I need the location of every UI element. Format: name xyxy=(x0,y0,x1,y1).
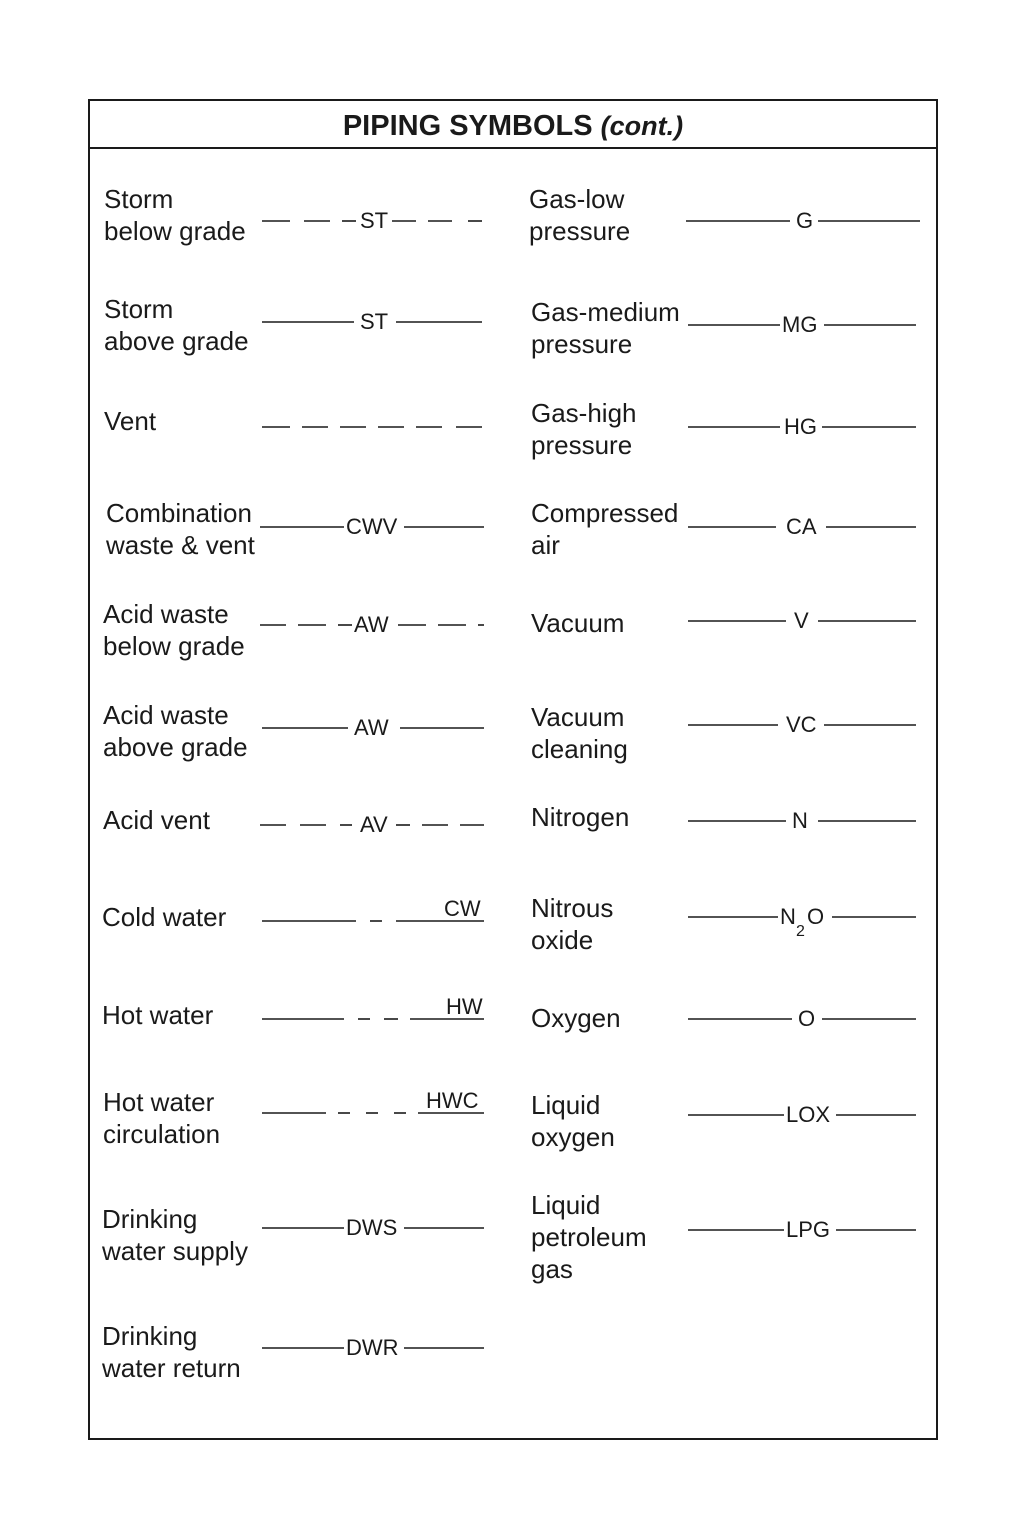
symbol-label-liquid-oxygen: Liquid oxygen xyxy=(531,1090,615,1152)
gas-medium-pressure-symbol xyxy=(688,310,920,340)
table-subtitle: (cont.) xyxy=(600,111,684,141)
hot-water-circulation-symbol xyxy=(262,1087,488,1123)
drinking-water-return-symbol xyxy=(262,1333,488,1363)
liquid-oxygen-symbol xyxy=(688,1100,920,1130)
symbol-table xyxy=(88,99,938,1440)
table-title: PIPING SYMBOLS xyxy=(342,110,593,142)
symbol-label-acid-above: Acid waste above grade xyxy=(103,700,248,762)
hot-water-symbol xyxy=(262,993,488,1029)
symbol-label-vacuum: Vacuum xyxy=(531,608,625,638)
drinking-water-supply-symbol xyxy=(262,1213,488,1243)
gas-high-pressure-symbol xyxy=(688,412,920,442)
vent-symbol xyxy=(262,412,487,442)
symbol-label-vacuum-cleaning: Vacuum cleaning xyxy=(531,702,628,764)
acid-waste-above-grade-symbol xyxy=(262,713,488,743)
acid-waste-above-grade-code: AW xyxy=(354,715,389,740)
nitrous-oxide-code-subscript: 2 xyxy=(796,923,805,940)
symbol-label-hot-water: Hot water xyxy=(102,1000,214,1030)
symbol-label-gas-low: Gas-low pressure xyxy=(529,184,631,246)
hot-water-code: HW xyxy=(446,994,483,1019)
combination-waste-vent-symbol xyxy=(260,512,488,542)
nitrous-oxide-code-tail: O xyxy=(807,904,825,929)
symbol-label-nitrogen: Nitrogen xyxy=(531,802,630,832)
liquid-petroleum-gas-code: LPG xyxy=(786,1217,831,1242)
symbol-label-combination: Combination waste & vent xyxy=(106,498,255,560)
vacuum-symbol xyxy=(688,606,920,636)
gas-medium-pressure-code: MG xyxy=(782,312,818,337)
nitrogen-code: N xyxy=(792,808,808,833)
cold-water-code: CW xyxy=(444,896,481,921)
storm-above-grade-code: ST xyxy=(360,309,389,334)
gas-high-pressure-code: HG xyxy=(784,414,817,439)
drinking-water-return-code: DWR xyxy=(346,1335,399,1360)
storm-below-grade-code: ST xyxy=(360,208,389,233)
symbol-label-dws: Drinking water supply xyxy=(102,1204,248,1266)
combination-waste-vent-code: CWV xyxy=(346,514,398,539)
nitrous-oxide-code: N xyxy=(780,904,796,929)
nitrous-oxide-symbol xyxy=(688,902,920,944)
symbol-label-acid-vent: Acid vent xyxy=(103,805,210,835)
nitrogen-symbol xyxy=(688,806,920,836)
symbol-label-lpg: Liquid petroleum gas xyxy=(531,1190,647,1284)
gas-low-pressure-symbol xyxy=(686,206,924,236)
cold-water-symbol xyxy=(262,895,488,931)
vacuum-cleaning-code: VC xyxy=(786,712,817,737)
symbol-label-hwc: Hot water circulation xyxy=(103,1087,221,1149)
acid-vent-symbol xyxy=(260,810,488,840)
liquid-oxygen-code: LOX xyxy=(786,1102,831,1127)
acid-vent-code: AV xyxy=(360,812,388,837)
symbol-label-dwr: Drinking water return xyxy=(102,1321,241,1383)
oxygen-symbol xyxy=(688,1004,920,1034)
gas-low-pressure-code: G xyxy=(796,208,814,233)
symbol-label-vent: Vent xyxy=(104,406,157,436)
storm-above-grade-symbol xyxy=(262,307,487,337)
storm-below-grade-symbol xyxy=(262,206,487,236)
symbol-label-oxygen: Oxygen xyxy=(531,1003,621,1033)
symbol-label-acid-below: Acid waste below grade xyxy=(103,599,245,661)
compressed-air-code: CA xyxy=(786,514,817,539)
symbol-label-cold-water: Cold water xyxy=(102,902,227,932)
oxygen-code: O xyxy=(798,1006,816,1031)
symbol-label-storm-below: Storm below grade xyxy=(104,184,246,246)
acid-waste-below-grade-symbol xyxy=(260,610,488,640)
symbol-label-storm-above: Storm above grade xyxy=(104,294,249,356)
table-header xyxy=(90,101,936,149)
acid-waste-below-grade-code: AW xyxy=(354,612,389,637)
vacuum-code: V xyxy=(794,608,809,633)
drinking-water-supply-code: DWS xyxy=(346,1215,398,1240)
compressed-air-symbol xyxy=(688,512,920,542)
hot-water-circulation-code: HWC xyxy=(426,1088,479,1113)
symbol-label-compressed-air: Compressed air xyxy=(531,498,679,560)
liquid-petroleum-gas-symbol xyxy=(688,1215,920,1245)
symbol-label-gas-high: Gas-high pressure xyxy=(531,398,637,460)
vacuum-cleaning-symbol xyxy=(688,710,920,740)
symbol-label-gas-medium: Gas-medium pressure xyxy=(531,297,680,359)
symbol-label-nitrous-oxide: Nitrous oxide xyxy=(531,893,614,955)
